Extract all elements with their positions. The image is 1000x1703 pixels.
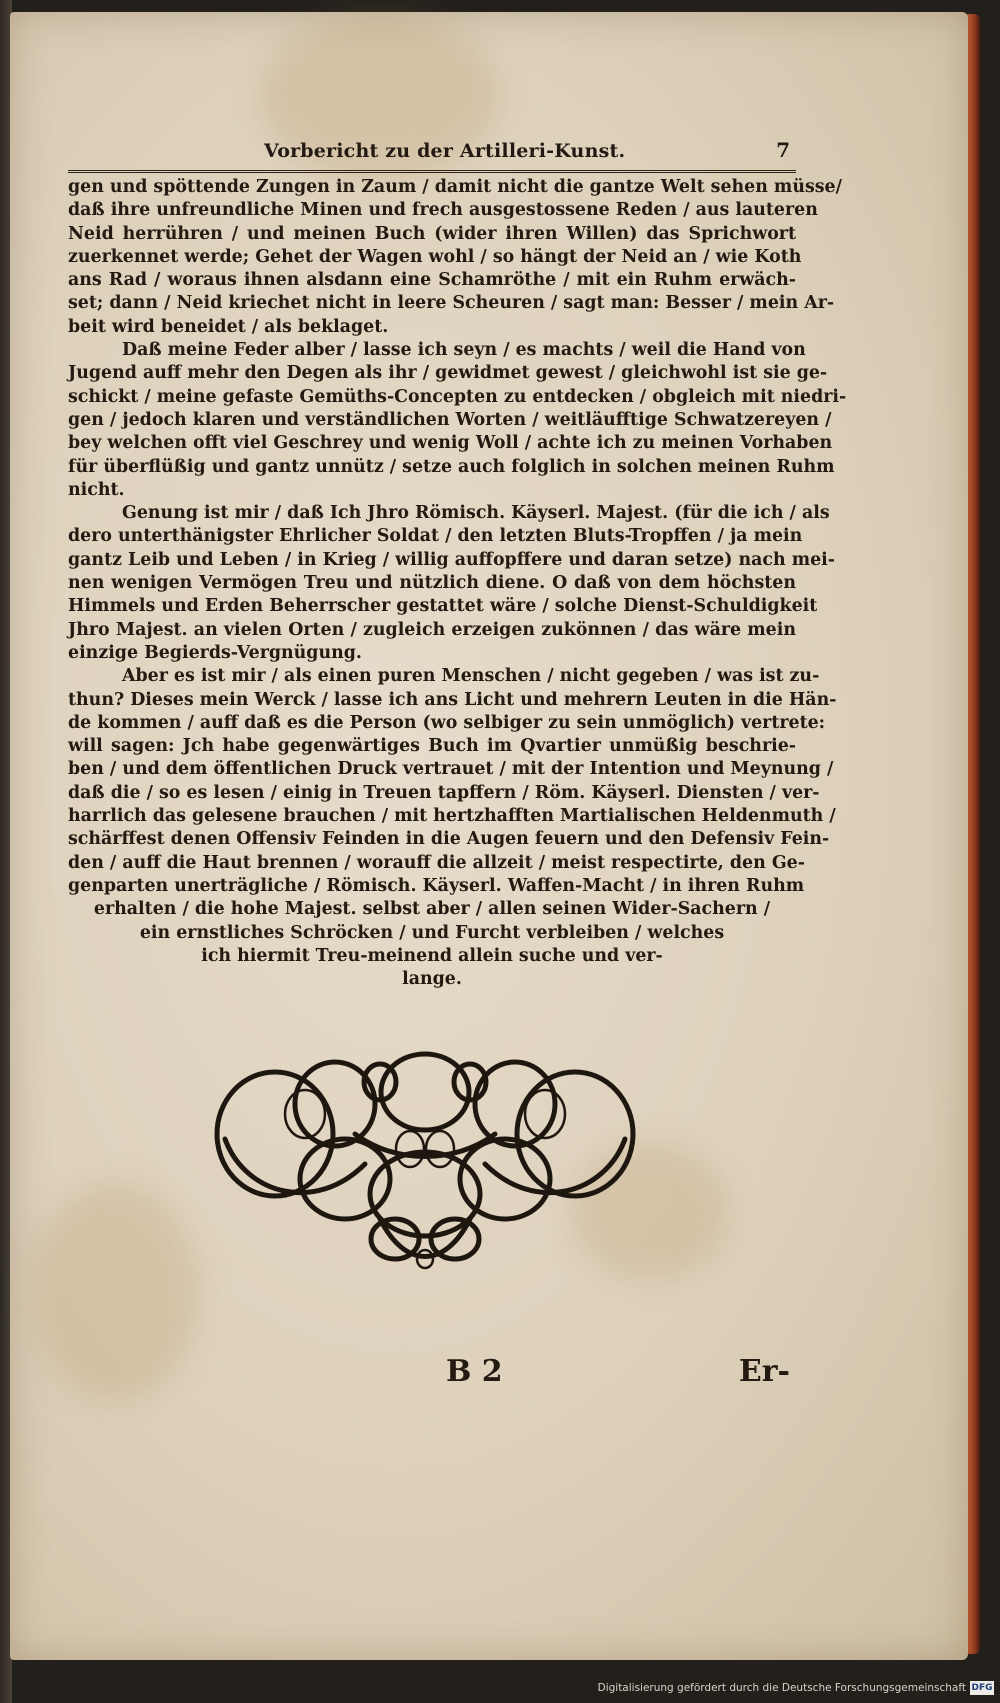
text-line: Aber es ist mir / als einen puren Menschen / nicht gegeben / was ist zu-	[122, 666, 820, 687]
text-line: gen / jedoch klaren und verständlichen Worten / weitläufftige Schwatzereyen /	[68, 409, 832, 430]
text-line: den / auff die Haut brennen / worauff die allzeit / meist respectirte, den Ge-	[68, 852, 805, 873]
digitization-footer	[0, 1676, 1000, 1703]
signature-mark: B 2	[446, 1354, 503, 1389]
text-line: einzige Begierds-Vergnügung.	[68, 642, 362, 663]
text-line: ben / und dem öffentlichen Druck vertrauet / mit der Intention und Meynung /	[68, 759, 834, 780]
text-line: will sagen: Jch habe gegenwärtiges Buch im Qvartier unmüßig beschrie-	[68, 736, 796, 757]
text-line: bey welchen offt viel Geschrey und wenig Woll / achte ich zu meinen Vorhaben	[68, 433, 833, 454]
text-line: ich hiermit Treu-meinend allein suche und ver-	[201, 945, 663, 966]
text-line: Genung ist mir / daß Ich Jhro Römisch. Käyserl. Majest. (für die ich / als	[122, 503, 830, 524]
text-line: daß ihre unfreundliche Minen und frech ausgestossene Reden / aus lauteren	[68, 200, 818, 221]
text-line: Jhro Majest. an vielen Orten / zugleich erzeigen zukönnen / das wäre mein	[68, 619, 796, 640]
text-line: de kommen / auff daß es die Person (wo selbiger zu sein unmöglich) vertrete:	[68, 712, 826, 733]
text-line: thun? Dieses mein Werck / lasse ich ans Licht und mehrern Leuten in die Hän-	[68, 689, 837, 710]
text-line: daß die / so es lesen / einig in Treuen tapffern / Röm. Käyserl. Diensten / ver-	[68, 782, 820, 803]
text-line: nen wenigen Vermögen Treu und nützlich diene. O daß von dem höchsten	[68, 573, 796, 594]
text-line: Neid herrühren / und meinen Buch (wider ihren Willen) das Sprichwort	[68, 223, 796, 244]
text-line: schickt / meine gefaste Gemüths-Concepten zu entdecken / obgleich mit niedri-	[68, 386, 847, 407]
running-head: Vorbericht zu der Artilleri-Kunst.	[264, 140, 626, 162]
page-header	[68, 138, 796, 173]
text-line: lange.	[402, 969, 462, 990]
text-line: harrlich das gelesene brauchen / mit hertzhafften Martialischen Heldenmuth /	[68, 806, 836, 827]
text-line: ans Rad / woraus ihnen alsdann eine Schamröthe / mit ein Ruhm erwäch-	[68, 270, 796, 291]
text-line: gantz Leib und Leben / in Krieg / willig auffopffere und daran setze) nach mei-	[68, 549, 835, 570]
text-line: Jugend auff mehr den Degen als ihr / gewidmet gewest / gleichwohl ist sie ge-	[68, 363, 828, 384]
digitization-credit: Digitalisierung gefördert durch die Deutsche Forschungsgemeinschaft	[597, 1682, 966, 1694]
text-line: schärffest denen Offensiv Feinden in die Augen feuern und den Defensiv Fein-	[68, 829, 830, 850]
text-line: Himmels und Erden Beherrscher gestattet wäre / solche Dienst-Schuldigkeit	[68, 596, 818, 617]
text-line: dero unterthänigster Ehrlicher Soldat / den letzten Bluts-Tropffen / ja mein	[68, 526, 803, 547]
calligraphic-flourish-ornament	[205, 1044, 645, 1274]
body-text	[68, 176, 847, 991]
text-line: erhalten / die hohe Majest. selbst aber / allen seinen Wider-Sachern /	[93, 899, 771, 920]
dfg-logo: DFG	[971, 1683, 993, 1693]
catchword: Er-	[738, 1354, 790, 1389]
text-line: gen und spöttende Zungen in Zaum / damit nicht die gantze Welt sehen müsse/	[68, 177, 842, 197]
text-line: genparten unerträgliche / Römisch. Käyserl. Waffen-Macht / in ihren Ruhm	[68, 875, 805, 896]
text-line: set; dann / Neid kriechet nicht in leere Scheuren / sagt man: Besser / mein Ar-	[68, 293, 835, 314]
text-line: zuerkennet werde; Gehet der Wagen wohl / so hängt der Neid an / wie Koth	[68, 246, 802, 267]
text-line: beit wird beneidet / als beklaget.	[68, 316, 389, 337]
text-line: ein ernstliches Schröcken / und Furcht verbleiben / welches	[139, 922, 725, 943]
page-number: 7	[776, 138, 790, 162]
page-footer	[68, 1354, 796, 1398]
text-line: Daß meine Feder alber / lasse ich seyn / es machts / weil die Hand von	[122, 340, 806, 361]
text-line: nicht.	[68, 479, 125, 500]
text-line: für überflüßig und gantz unnütz / setze auch folglich in solchen meinen Ruhm	[68, 456, 835, 477]
